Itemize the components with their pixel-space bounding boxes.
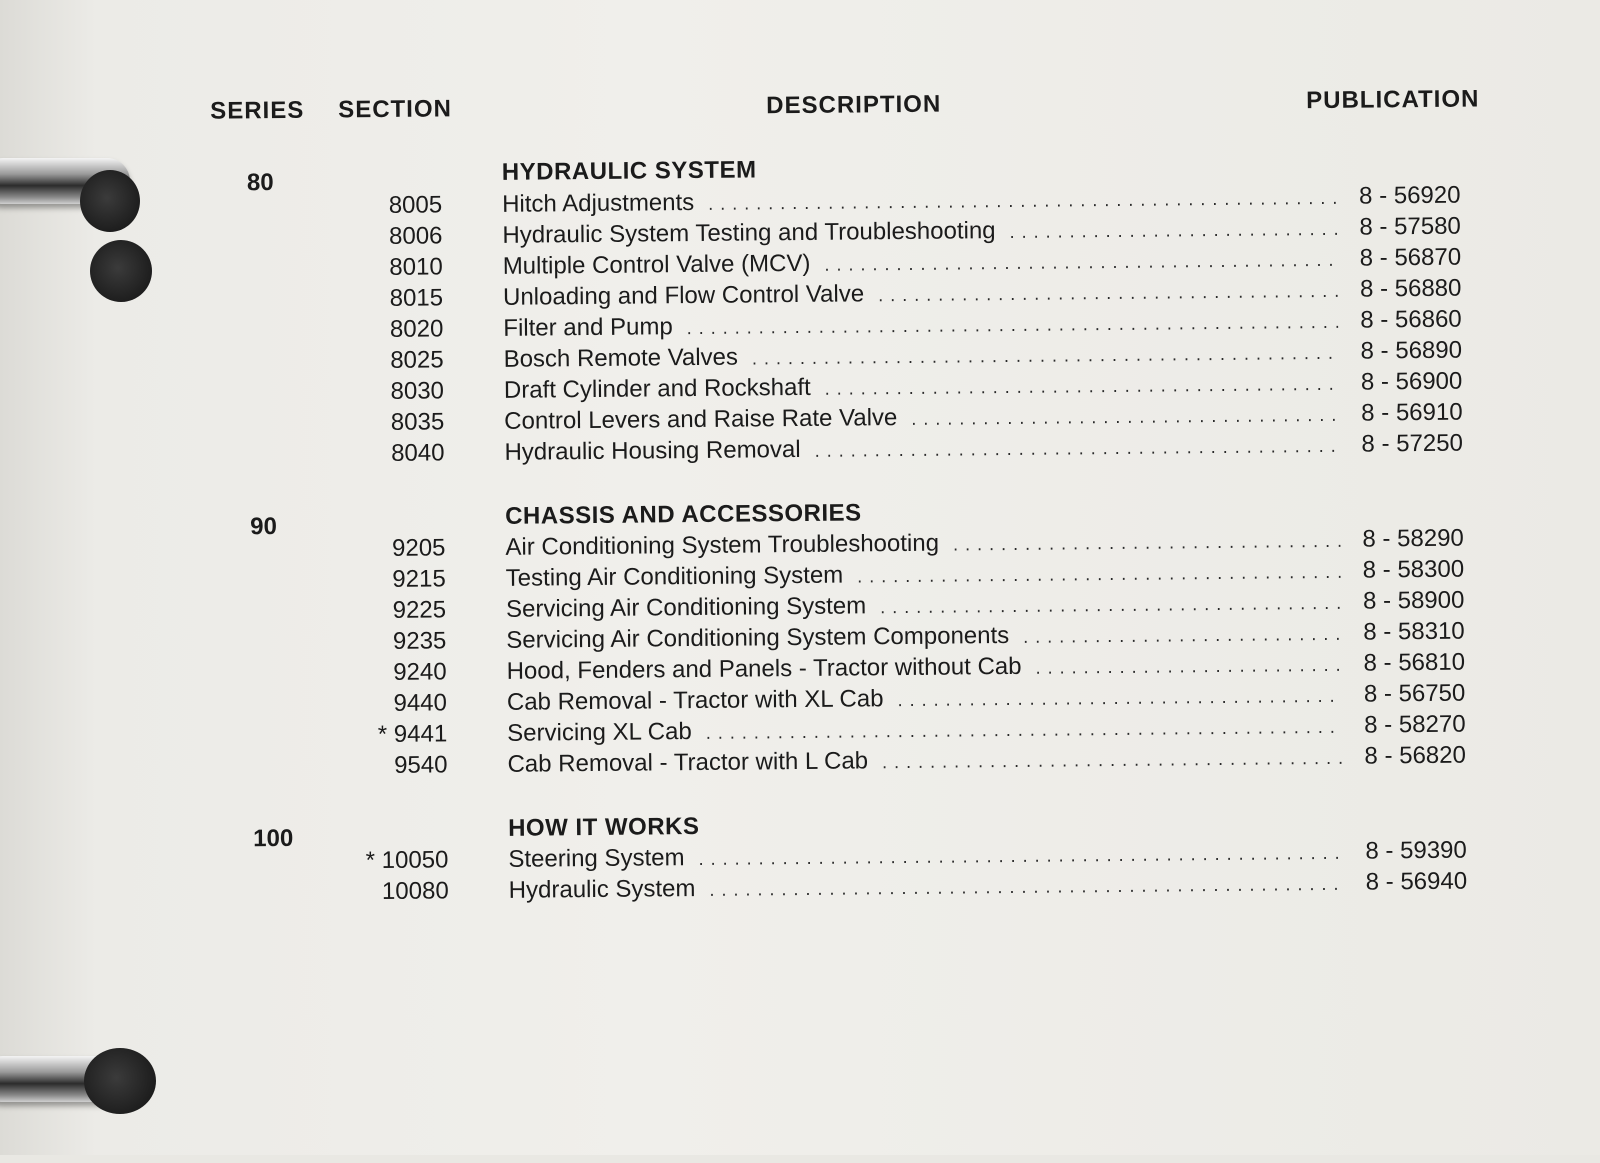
- description: Testing Air Conditioning System: [505, 561, 844, 592]
- series-number: 100: [253, 824, 294, 853]
- description: Steering System: [508, 844, 685, 873]
- description: Servicing XL Cab: [507, 718, 692, 747]
- description: Draft Cylinder and Rockshaft: [503, 373, 811, 404]
- section-number: 9235: [392, 627, 447, 655]
- description: Hydraulic System: [508, 875, 696, 904]
- dot-leader: [878, 281, 1338, 306]
- dot-leader: [897, 686, 1342, 711]
- description: Control Levers and Raise Rate Valve: [504, 404, 898, 435]
- publication-number: 8 - 56890: [1360, 336, 1463, 365]
- description: Multiple Control Valve (MCV): [502, 249, 811, 280]
- series-number: 80: [246, 169, 274, 197]
- section-number: 8040: [391, 439, 445, 467]
- description: Hitch Adjustments: [502, 189, 695, 218]
- description: Cab Removal - Tractor with L Cab: [507, 747, 869, 778]
- dot-leader: [752, 343, 1339, 370]
- section-number: 8010: [389, 253, 443, 281]
- header-section: SECTION: [338, 95, 453, 124]
- publication-number: 8 - 56870: [1359, 243, 1462, 272]
- publication-number: 8 - 58270: [1364, 710, 1466, 739]
- section-number: 8035: [390, 408, 445, 436]
- description: Unloading and Flow Control Valve: [502, 280, 865, 311]
- header-publication: PUBLICATION: [1306, 85, 1480, 115]
- dot-leader: [882, 748, 1343, 773]
- description: Hydraulic Housing Removal: [504, 435, 801, 466]
- dot-leader: [815, 436, 1340, 462]
- dot-leader: [708, 188, 1337, 215]
- section-number: 8020: [389, 315, 444, 343]
- publication-number: 8 - 58900: [1362, 586, 1465, 615]
- dot-leader: [1035, 655, 1341, 679]
- description: Air Conditioning System Troubleshooting: [505, 529, 940, 561]
- description: Hydraulic System Testing and Troubleshooting: [502, 217, 996, 249]
- series-number: 90: [250, 513, 278, 541]
- dot-leader: [709, 874, 1343, 901]
- section-number: 8015: [389, 284, 444, 312]
- description: Servicing Air Conditioning System Components: [506, 621, 1010, 654]
- section-number: 8025: [390, 346, 444, 374]
- dot-leader: [953, 531, 1341, 556]
- publication-number: 8 - 56940: [1365, 867, 1468, 896]
- publication-number: 8 - 56810: [1363, 648, 1466, 677]
- dot-leader: [706, 717, 1343, 744]
- header-series: SERIES: [210, 96, 305, 125]
- section-number: * 10050: [365, 846, 449, 875]
- description: Hood, Fenders and Panels - Tractor without Cab: [506, 652, 1022, 685]
- dot-leader: [824, 250, 1338, 276]
- dot-leader: [880, 593, 1341, 618]
- publication-number: 8 - 58310: [1363, 617, 1465, 646]
- publication-number: 8 - 56750: [1363, 679, 1466, 708]
- group-title: HYDRAULIC SYSTEM: [501, 156, 757, 186]
- dot-leader: [698, 843, 1343, 870]
- publication-number: 8 - 57250: [1361, 429, 1464, 458]
- group-title: HOW IT WORKS: [508, 812, 700, 842]
- dot-leader: [687, 312, 1339, 339]
- dot-leader: [1023, 624, 1341, 648]
- publication-number: 8 - 59390: [1365, 836, 1467, 865]
- header-description: DESCRIPTION: [766, 90, 942, 120]
- publication-number: 8 - 56900: [1360, 367, 1463, 396]
- section-number: 9205: [391, 534, 446, 562]
- dot-leader: [911, 405, 1339, 430]
- dot-leader: [857, 562, 1341, 588]
- publication-number: 8 - 56880: [1359, 274, 1462, 303]
- group-title: CHASSIS AND ACCESSORIES: [505, 499, 862, 530]
- section-number: 8005: [388, 191, 443, 219]
- publication-number: 8 - 56910: [1361, 398, 1463, 427]
- publication-number: 8 - 57580: [1359, 212, 1461, 241]
- publication-number: 8 - 56920: [1358, 181, 1461, 210]
- section-number: 9225: [392, 596, 447, 624]
- description: Servicing Air Conditioning System: [505, 592, 867, 623]
- section-number: 9215: [392, 565, 446, 593]
- dot-leader: [825, 374, 1339, 400]
- section-number: 8030: [390, 377, 445, 405]
- description: Bosch Remote Valves: [503, 343, 739, 373]
- description: Cab Removal - Tractor with XL Cab: [506, 685, 884, 716]
- section-number: * 9441: [377, 720, 448, 749]
- publication-number: 8 - 58290: [1362, 524, 1464, 553]
- dot-leader: [1010, 219, 1338, 243]
- section-number: 9540: [394, 751, 448, 779]
- publication-number: 8 - 56860: [1360, 305, 1462, 334]
- section-number: 8006: [388, 222, 443, 250]
- publication-number: 8 - 58300: [1362, 555, 1465, 584]
- description: Filter and Pump: [503, 313, 673, 342]
- section-number: 10080: [381, 877, 449, 906]
- publication-number: 8 - 56820: [1364, 741, 1467, 770]
- section-number: 9440: [393, 689, 448, 717]
- section-number: 9240: [393, 658, 447, 686]
